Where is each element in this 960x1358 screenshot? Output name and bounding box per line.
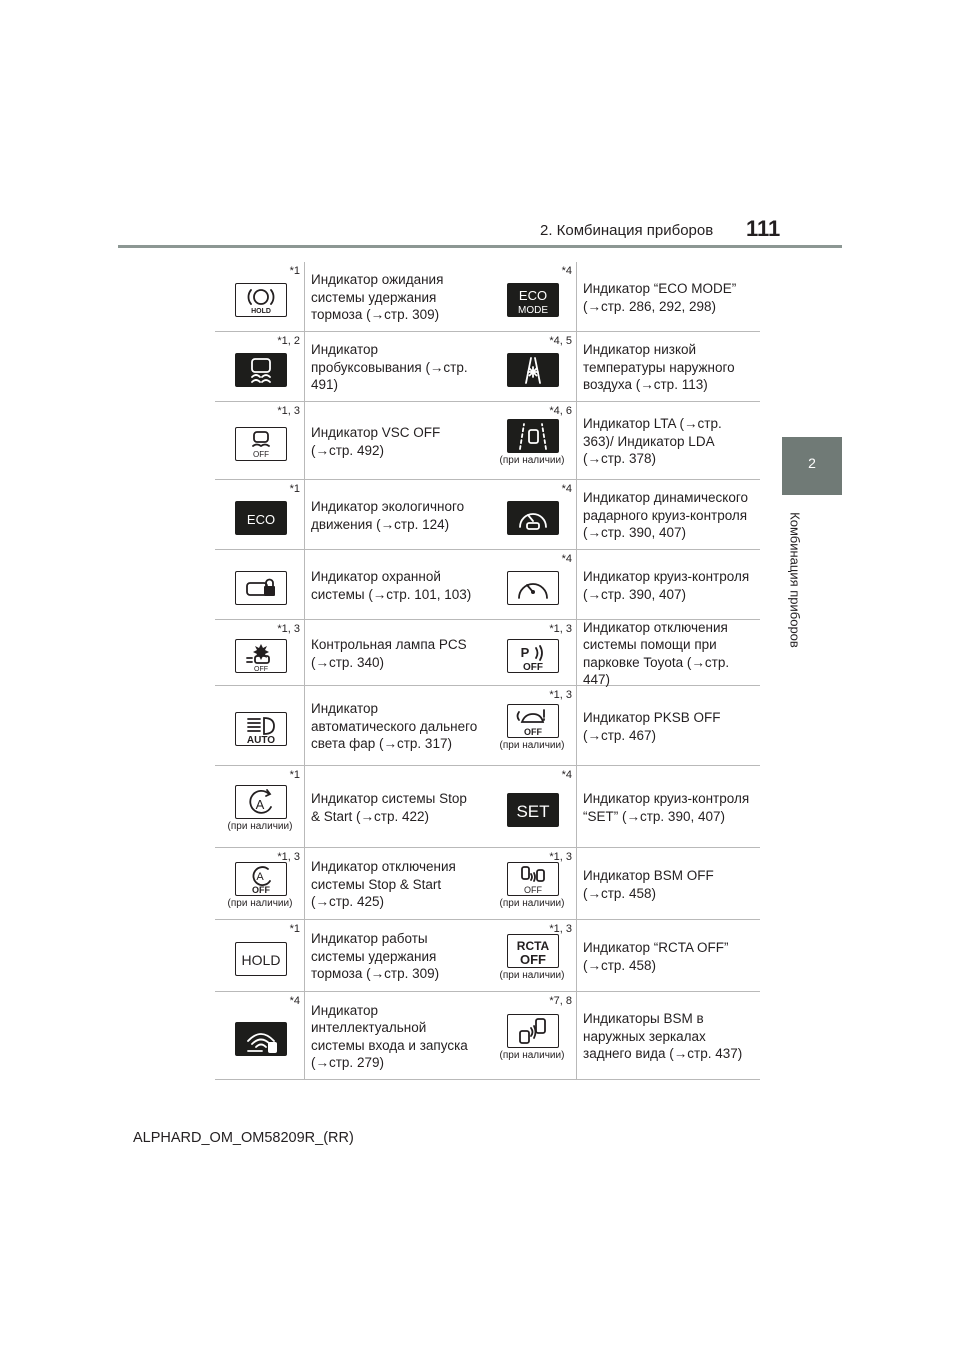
indicator-cell [215,848,487,919]
indicator-cell [215,332,487,401]
footnote-marker: *1 [289,769,300,781]
indicator-description: Индикатор охранной системы (→стр. 101, 103) [311,569,472,602]
indicator-cell [215,920,487,991]
footnote-marker: *4, 5 [549,335,572,347]
indicator-description: Индикатор системы Stop & Start (→стр. 422) [311,791,467,824]
indicator-description: Индикатор интеллектуальной системы входа и запуска (→стр. 279) [311,1002,468,1070]
indicator-description: Индикатор LTA (→стр. 363)/ Индикатор LDA (→стр. 378) [583,416,722,467]
footnote-marker: *1, 3 [277,405,300,417]
pksb-off-icon [507,704,559,738]
indicator-cell [487,992,759,1079]
icon-cell [487,848,577,919]
table-row [215,620,760,686]
indicator-cell [215,550,487,619]
table-row [215,848,760,920]
header-rule [118,245,842,248]
footnote-marker: *1, 3 [549,851,572,863]
bsm-mirror-icon [507,1014,559,1048]
security-indicator-icon [235,571,287,605]
icon-cell [487,920,577,991]
indicator-description: Индикатор автоматического дальнего света фар (→стр. 317) [311,701,478,752]
table-row [215,402,760,480]
svg-text:HOLD: HOLD [241,952,281,968]
indicator-cell [487,262,759,331]
footnote-marker: *1 [289,923,300,935]
auto-high-beam-icon [235,712,287,746]
indicator-cell [487,620,759,685]
indicator-cell [215,480,487,549]
cruise-set-icon [507,793,559,827]
indicator-description: Индикатор ожидания системы удержания тормоза (→стр. 309) [311,272,444,323]
indicator-cell [215,686,487,765]
availability-note: (при наличии) [499,455,565,466]
indicator-description: Индикатор “ECO MODE” (→стр. 286, 292, 298) [583,281,737,314]
indicator-description: Контрольная лампа PCS (→стр. 340) [311,637,467,670]
indicator-cell [487,848,759,919]
svg-text:ECO: ECO [246,512,276,527]
availability-note: (при наличии) [227,898,293,909]
icon-cell [487,686,577,765]
footnote-marker: *4 [561,553,572,565]
cruise-control-icon [507,571,559,605]
indicator-description: Индикатор экологичного движения (→стр. 124) [311,499,465,532]
table-row [215,766,760,848]
lta-lda-icon [507,419,559,453]
svg-text:P: P [520,645,530,660]
side-tab-label-text: Комбинация приборов [787,512,803,648]
indicator-description: Индикатор работы системы удержания тормоза (→стр. 309) [311,931,440,982]
svg-text:A: A [256,871,264,883]
svg-text:ECO: ECO [518,288,548,303]
footnote-marker: *4 [561,769,572,781]
table-row [215,262,760,332]
indicator-description: Индикатор динамического радарного круиз-контроля (→стр. 390, 407) [583,490,748,541]
footnote-marker: *4 [561,265,572,277]
indicator-description: Индикатор круиз-контроля (→стр. 390, 407) [583,569,750,602]
indicator-cell [215,620,487,685]
availability-note: (при наличии) [499,1050,565,1061]
footnote-marker: *4 [561,483,572,495]
icon-cell [487,480,577,549]
footnote-marker: *1, 3 [549,623,572,635]
footnote-marker: *1, 3 [549,689,572,701]
header-title: 2. Комбинация приборов [540,222,714,239]
footnote-marker: *1 [289,483,300,495]
indicator-description: Индикатор VSC OFF (→стр. 492) [311,425,441,458]
footnote-marker: *4 [289,995,300,1007]
indicator-cell [215,766,487,847]
svg-text:OFF: OFF [254,666,268,671]
svg-text:OFF: OFF [253,450,269,459]
bsm-off-icon [507,862,559,896]
footnote-marker: *1, 3 [549,923,572,935]
icon-cell [215,332,305,401]
svg-text:RCTA: RCTA [516,939,550,953]
low-outside-temperature-icon [507,353,559,387]
parking-assist-off-icon [507,639,559,673]
table-row [215,550,760,620]
icon-cell [215,262,305,331]
svg-text:OFF: OFF [524,885,542,894]
indicator-cell [487,920,759,991]
indicator-cell [487,332,759,401]
table-row [215,332,760,402]
footnote-marker: *1 [289,265,300,277]
footer-doc-code: ALPHARD_OM_OM58209R_(RR) [133,1130,354,1146]
indicator-description: Индикатор BSM OFF (→стр. 458) [583,868,714,901]
pcs-warning-icon [235,639,287,673]
availability-note: (при наличии) [227,821,293,832]
icon-cell [215,766,305,847]
indicator-cell [487,550,759,619]
indicator-table [215,262,760,1080]
availability-note: (при наличии) [499,970,565,981]
svg-text:OFF: OFF [523,662,543,671]
icon-cell [487,262,577,331]
eco-drive-icon [235,501,287,535]
rcta-off-icon [507,934,559,968]
side-tab-number: 2 [808,455,816,471]
footnote-marker: *7, 8 [549,995,572,1007]
footnote-marker: *1, 3 [277,623,300,635]
brake-hold-operated-icon [235,942,287,976]
svg-text:A: A [255,797,265,812]
icon-cell [487,550,577,619]
indicator-cell [215,992,487,1079]
svg-text:SET: SET [516,802,550,821]
smart-entry-icon [235,1022,287,1056]
svg-text:OFF: OFF [524,727,542,736]
slip-indicator-icon [235,353,287,387]
brake-hold-standby-icon [235,283,287,317]
table-row [215,686,760,766]
availability-note: (при наличии) [499,898,565,909]
indicator-cell [487,480,759,549]
icon-cell [487,402,577,479]
indicator-description: Индикатор круиз-контроля “SET” (→стр. 390, 407) [583,791,750,824]
icon-cell [487,992,577,1079]
icon-cell [215,848,305,919]
stop-start-icon [235,785,287,819]
icon-cell [215,620,305,685]
footnote-marker: *1, 2 [277,335,300,347]
indicator-description: Индикаторы BSM в наружных зеркалах заднего вида (→стр. 437) [583,1011,743,1062]
stop-start-off-icon [235,862,287,896]
icon-cell [215,402,305,479]
indicator-description: Индикатор отключения системы помощи при парковке Toyota (→стр. 447) [583,619,730,687]
indicator-description: Индикатор “RCTA OFF” (→стр. 458) [583,940,729,973]
vsc-off-icon [235,427,287,461]
indicator-description: Индикатор пробуксовывания (→стр. 491) [311,342,468,393]
eco-mode-icon [507,283,559,317]
table-row [215,480,760,550]
icon-cell [487,332,577,401]
indicator-description: Индикатор низкой температуры наружного воздуха (→стр. 113) [583,342,735,393]
icon-cell [215,686,305,765]
footnote-marker: *1, 3 [277,851,300,863]
icon-cell [215,992,305,1079]
indicator-cell [215,402,487,479]
indicator-description: Индикатор PKSB OFF (→стр. 467) [583,710,721,743]
icon-cell [487,766,577,847]
indicator-cell [487,402,759,479]
page-number: 111 [746,216,781,241]
indicator-cell [487,686,759,765]
indicator-cell [487,766,759,847]
side-tab-label [782,505,808,655]
indicator-description: Индикатор отключения системы Stop & Start (→стр. 425) [311,859,456,910]
svg-text:OFF: OFF [252,885,270,894]
svg-text:AUTO: AUTO [246,735,276,744]
table-row [215,920,760,992]
icon-cell [487,620,577,685]
icon-cell [215,920,305,991]
svg-text:MODE: MODE [518,305,548,315]
indicator-cell [215,262,487,331]
svg-text:HOLD: HOLD [251,308,271,315]
table-row [215,992,760,1080]
svg-text:OFF: OFF [520,952,546,966]
icon-cell [215,550,305,619]
dynamic-radar-cruise-icon [507,501,559,535]
availability-note: (при наличии) [499,740,565,751]
icon-cell [215,480,305,549]
side-tab [782,437,842,495]
footnote-marker: *4, 6 [549,405,572,417]
